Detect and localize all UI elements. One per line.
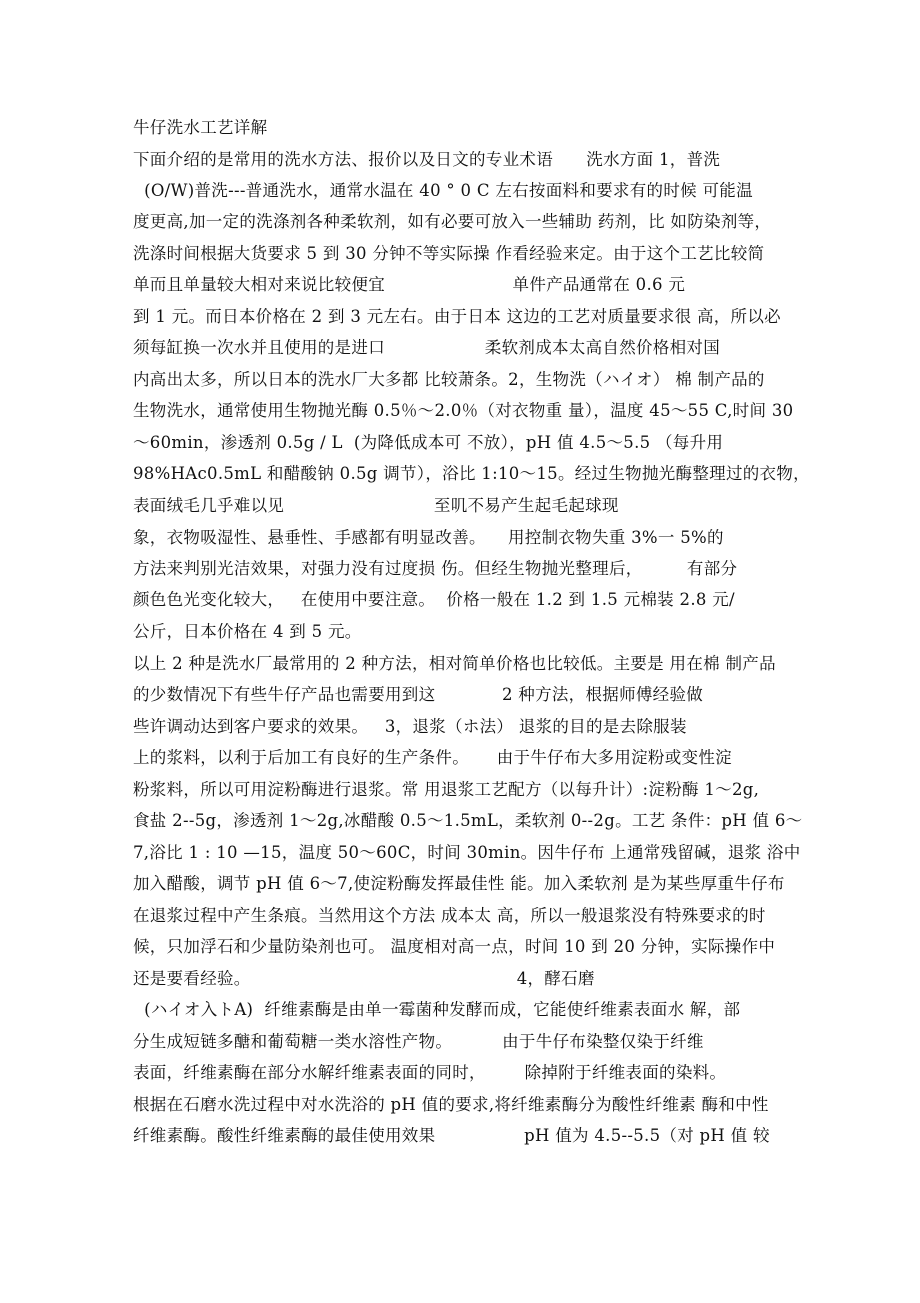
text-line: 98%HAc0.5mL 和醋酸钠 0.5g 调节），浴比 1:10～15。经过生物抛光酶整理过的衣物， <box>133 464 810 483</box>
text-line: 的少数情况下有些牛仔产品也需要用到这 2 种方法，根据师傅经验做 <box>133 685 704 704</box>
text-line: 公斤，日本价格在 4 到 5 元。 <box>133 622 362 641</box>
text-line: 洗涤时间根据大货要求 5 到 30 分钟不等实际操 作看经验来定。由于这个工艺比较简 <box>133 244 765 263</box>
text-line: 粉浆料，所以可用淀粉酶进行退浆。常 用退浆工艺配方（以每升计）:淀粉酶 1～2g, <box>133 780 760 799</box>
text-line: (ハイオ入トA) 纤维素酶是由单一霉菌种发酵而成，它能使纤维素表面水 解，部 <box>133 1000 741 1019</box>
text-line: (O/W)普洗---普通洗水，通常水温在 40 ° 0 C 左右按面料和要求有的时候 可能温 <box>133 181 753 200</box>
text-line: 度更高,加一定的洗涤剂各种柔软剂，如有必要可放入一些辅助 药剂，比 如防染剂等， <box>133 212 772 231</box>
text-line: 象，衣物吸湿性、悬垂性、手感都有明显改善。 用控制衣物失重 3%一 5%的 <box>133 528 724 547</box>
text-line: 表面，纤维素酶在部分水解纤维素表面的同时， 除掉附于纤维表面的染料。 <box>133 1063 727 1082</box>
text-line: 纤维素酶。酸性纤维素酶的最佳使用效果 pH 值为 4.5--5.5（对 pH 值 较 <box>133 1126 770 1145</box>
document-title: 牛仔洗水工艺详解 <box>133 118 268 137</box>
text-line: 还是要看经验。 4，酵石磨 <box>133 969 595 988</box>
text-line: 在退浆过程中产生条痕。当然用这个方法 成本太 高，所以一般退浆没有特殊要求的时 <box>133 906 766 925</box>
text-line: 食盐 2--5g，渗透剂 1～2g,冰醋酸 0.5～1.5mL，柔软剂 0--2g。工艺 条件：pH 值 6～ <box>133 811 803 830</box>
text-line: 单而且单量较大相对来说比较便宜 单件产品通常在 0.6 元 <box>133 275 686 294</box>
text-line: 方法来判别光洁效果，对强力没有过度损 伤。但经生物抛光整理后， 有部分 <box>133 559 738 578</box>
text-line: 下面介绍的是常用的洗水方法、报价以及日文的专业术语 洗水方面 1，普洗 <box>133 150 721 169</box>
text-line: ～60min，渗透剂 0.5g / L (为降低成本可 不放），pH 值 4.5～5.5 （每升用 <box>133 433 724 452</box>
text-line: 加入醋酸，调节 pH 值 6～7,使淀粉酶发挥最佳性 能。加入柔软剂 是为某些厚重牛仔布 <box>133 874 785 893</box>
text-line: 内高出太多，所以日本的洗水厂大多都 比较萧条。2，生物洗（ハイオ） 棉 制产品的 <box>133 370 765 389</box>
text-line: 生物洗水，通常使用生物抛光酶 0.5％～2.0％（对衣物重 量），温度 45～55 C,时间 30 <box>133 401 794 420</box>
text-line: 候，只加浮石和少量防染剂也可。 温度相对高一点，时间 10 到 20 分钟，实际操作中 <box>133 937 776 956</box>
text-line: 分生成短链多醣和葡萄糖一类水溶性产物。 由于牛仔布染整仅染于纤维 <box>133 1032 704 1051</box>
text-line: 以上 2 种是洗水厂最常用的 2 种方法，相对简单价格也比较低。主要是 用在棉 制产品 <box>133 654 776 673</box>
text-line: 些许调动达到客户要求的效果。 3，退浆（ホ法） 退浆的目的是去除服装 <box>133 717 687 736</box>
text-line: 根据在石磨水洗过程中对水洗浴的 pH 值的要求,将纤维素酶分为酸性纤维素 酶和中性 <box>133 1095 769 1114</box>
text-line: 上的浆料，以利于后加工有良好的生产条件。 由于牛仔布大多用淀粉或变性淀 <box>133 748 732 767</box>
text-line: 表面绒毛几乎难以见 至叽不易产生起毛起球现 <box>133 496 619 515</box>
text-line: 颜色色光变化较大， 在使用中要注意。 价格一般在 1.2 到 1.5 元棉装 2.8 元/ <box>133 590 735 609</box>
text-line: 须每缸换一次水并且使用的是进口 柔软剂成本太高自然价格相对国 <box>133 338 721 357</box>
text-line: 7,浴比 1 : 10 —15，温度 50～60C，时间 30min。因牛仔布 上通常残留碱，退浆 浴中 <box>133 843 801 862</box>
text-line: 到 1 元。而日本价格在 2 到 3 元左右。由于日本 这边的工艺对质量要求很 高，所以必 <box>133 307 781 326</box>
